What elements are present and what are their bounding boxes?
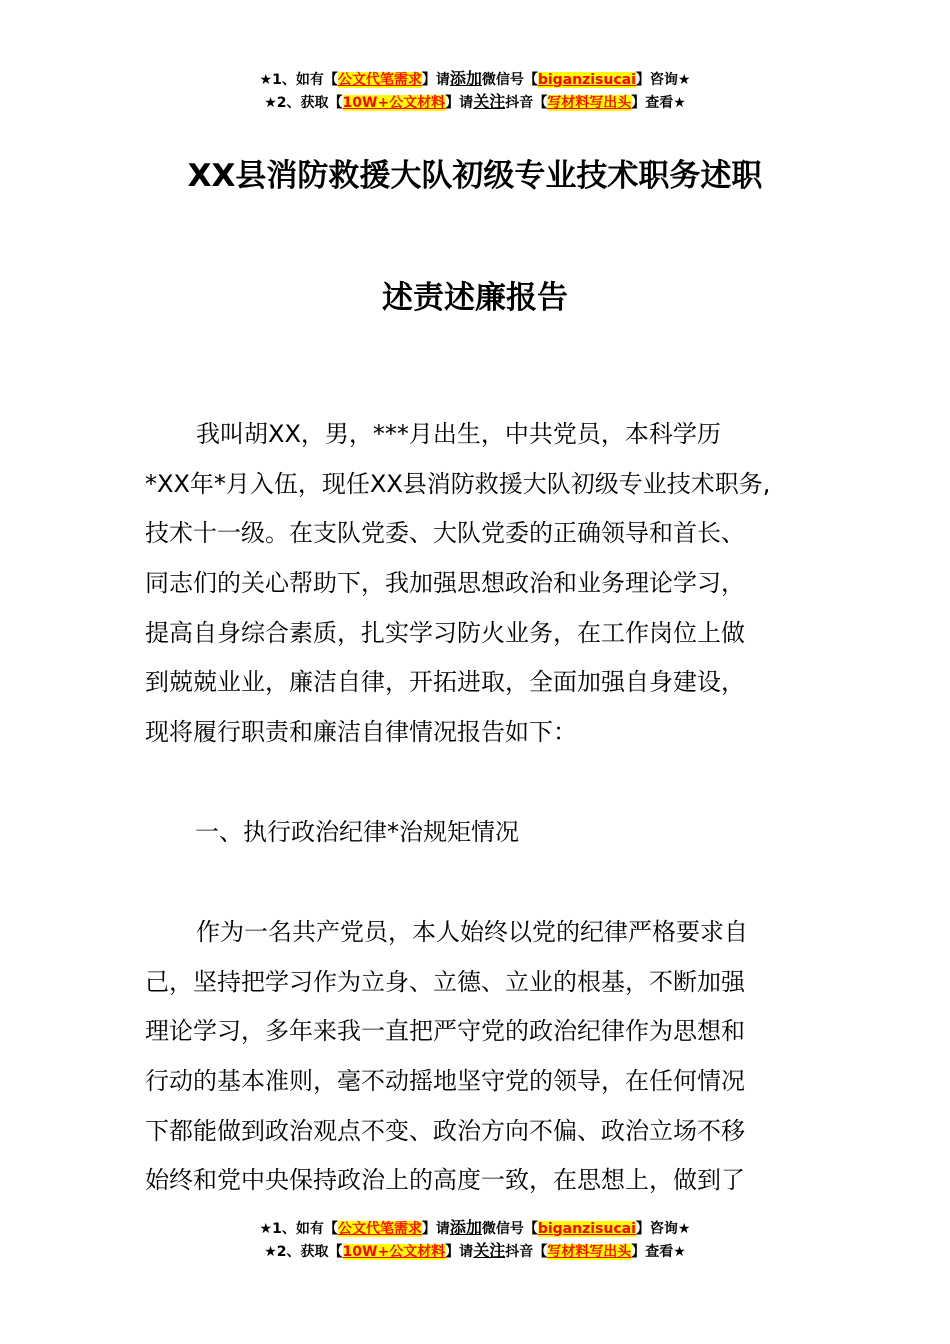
banner-line-2 bbox=[0, 91, 950, 114]
section-paragraph bbox=[145, 908, 807, 1206]
document-title-line-2: 述责述廉报告 bbox=[382, 280, 568, 316]
banner-underline: 添加 bbox=[449, 69, 482, 88]
banner-text: 抖音【 bbox=[505, 1244, 548, 1260]
banner-text: ★2、获取【 bbox=[264, 1244, 343, 1260]
paragraph-line: *XX年*月入伍，现任XX县消防救援大队初级专业技术职务, bbox=[145, 469, 771, 498]
banner-highlight: biganzisucai bbox=[537, 1221, 636, 1237]
paragraph-line: 作为一名共产党员，本人始终以党的纪律严格要求自 bbox=[196, 918, 748, 946]
paragraph-line: 下都能做到政治观点不变、政治方向不偏、政治立场不移 bbox=[145, 1116, 745, 1145]
banner-text: ★1、如有【 bbox=[259, 72, 338, 88]
banner-text: ★1、如有【 bbox=[259, 1221, 338, 1237]
banner-text: 】请 bbox=[445, 95, 474, 111]
banner-text: 】请 bbox=[445, 1244, 474, 1260]
intro-paragraph bbox=[145, 410, 807, 758]
paragraph-line: 行动的基本准则，毫不动摇地坚守党的领导，在任何情况 bbox=[145, 1067, 745, 1096]
banner-line-1 bbox=[0, 1217, 950, 1240]
banner-highlight: biganzisucai bbox=[537, 72, 636, 88]
banner-text: 抖音【 bbox=[505, 95, 548, 111]
banner-text: 微信号【 bbox=[481, 1221, 538, 1237]
banner-text: 】查看★ bbox=[631, 95, 686, 111]
paragraph-line: 我叫胡XX，男，***月出生，中共党员，本科学历 bbox=[196, 420, 721, 448]
banner-line-2 bbox=[0, 1240, 950, 1263]
banner-highlight: 写材料写出头 bbox=[547, 1244, 632, 1260]
banner-text: ★2、获取【 bbox=[264, 95, 343, 111]
banner-text: 】请 bbox=[421, 1221, 450, 1237]
header-banner bbox=[0, 68, 950, 114]
paragraph-line: 理论学习，多年来我一直把严守党的政治纪律作为思想和 bbox=[145, 1017, 745, 1046]
paragraph-line: 己，坚持把学习作为立身、立德、立业的根基，不断加强 bbox=[145, 967, 745, 996]
paragraph-line: 始终和党中央保持政治上的高度一致，在思想上，做到了 bbox=[145, 1166, 745, 1195]
banner-highlight: 10W+公文材料 bbox=[342, 1244, 446, 1260]
banner-text: 】请 bbox=[421, 72, 450, 88]
banner-highlight: 公文代笔需求 bbox=[337, 72, 422, 88]
banner-highlight: 10W+公文材料 bbox=[342, 95, 446, 111]
document-title-line-1: XX县消防救援大队初级专业技术职务述职 bbox=[187, 158, 763, 194]
banner-line-1 bbox=[0, 68, 950, 91]
paragraph-line: 技术十一级。在支队党委、大队党委的正确领导和首长、 bbox=[145, 519, 745, 548]
footer-banner bbox=[0, 1217, 950, 1263]
banner-text: 】咨询★ bbox=[635, 1221, 691, 1237]
banner-text: 】咨询★ bbox=[635, 72, 691, 88]
paragraph-line: 提高自身综合素质，扎实学习防火业务，在工作岗位上做 bbox=[145, 618, 745, 647]
banner-highlight: 写材料写出头 bbox=[547, 95, 632, 111]
banner-underline: 关注 bbox=[473, 92, 506, 111]
section-heading: 一、执行政治纪律*治规矩情况 bbox=[195, 818, 519, 846]
banner-text: 】查看★ bbox=[631, 1244, 686, 1260]
banner-highlight: 公文代笔需求 bbox=[337, 1221, 422, 1237]
paragraph-line: 同志们的关心帮助下，我加强思想政治和业务理论学习， bbox=[145, 569, 745, 598]
banner-underline: 添加 bbox=[449, 1218, 482, 1237]
banner-text: 微信号【 bbox=[481, 72, 538, 88]
banner-underline: 关注 bbox=[473, 1241, 506, 1260]
paragraph-line: 到兢兢业业，廉洁自律，开拓进取，全面加强自身建设， bbox=[145, 668, 745, 697]
paragraph-line: 现将履行职责和廉洁自律情况报告如下： bbox=[145, 718, 577, 747]
